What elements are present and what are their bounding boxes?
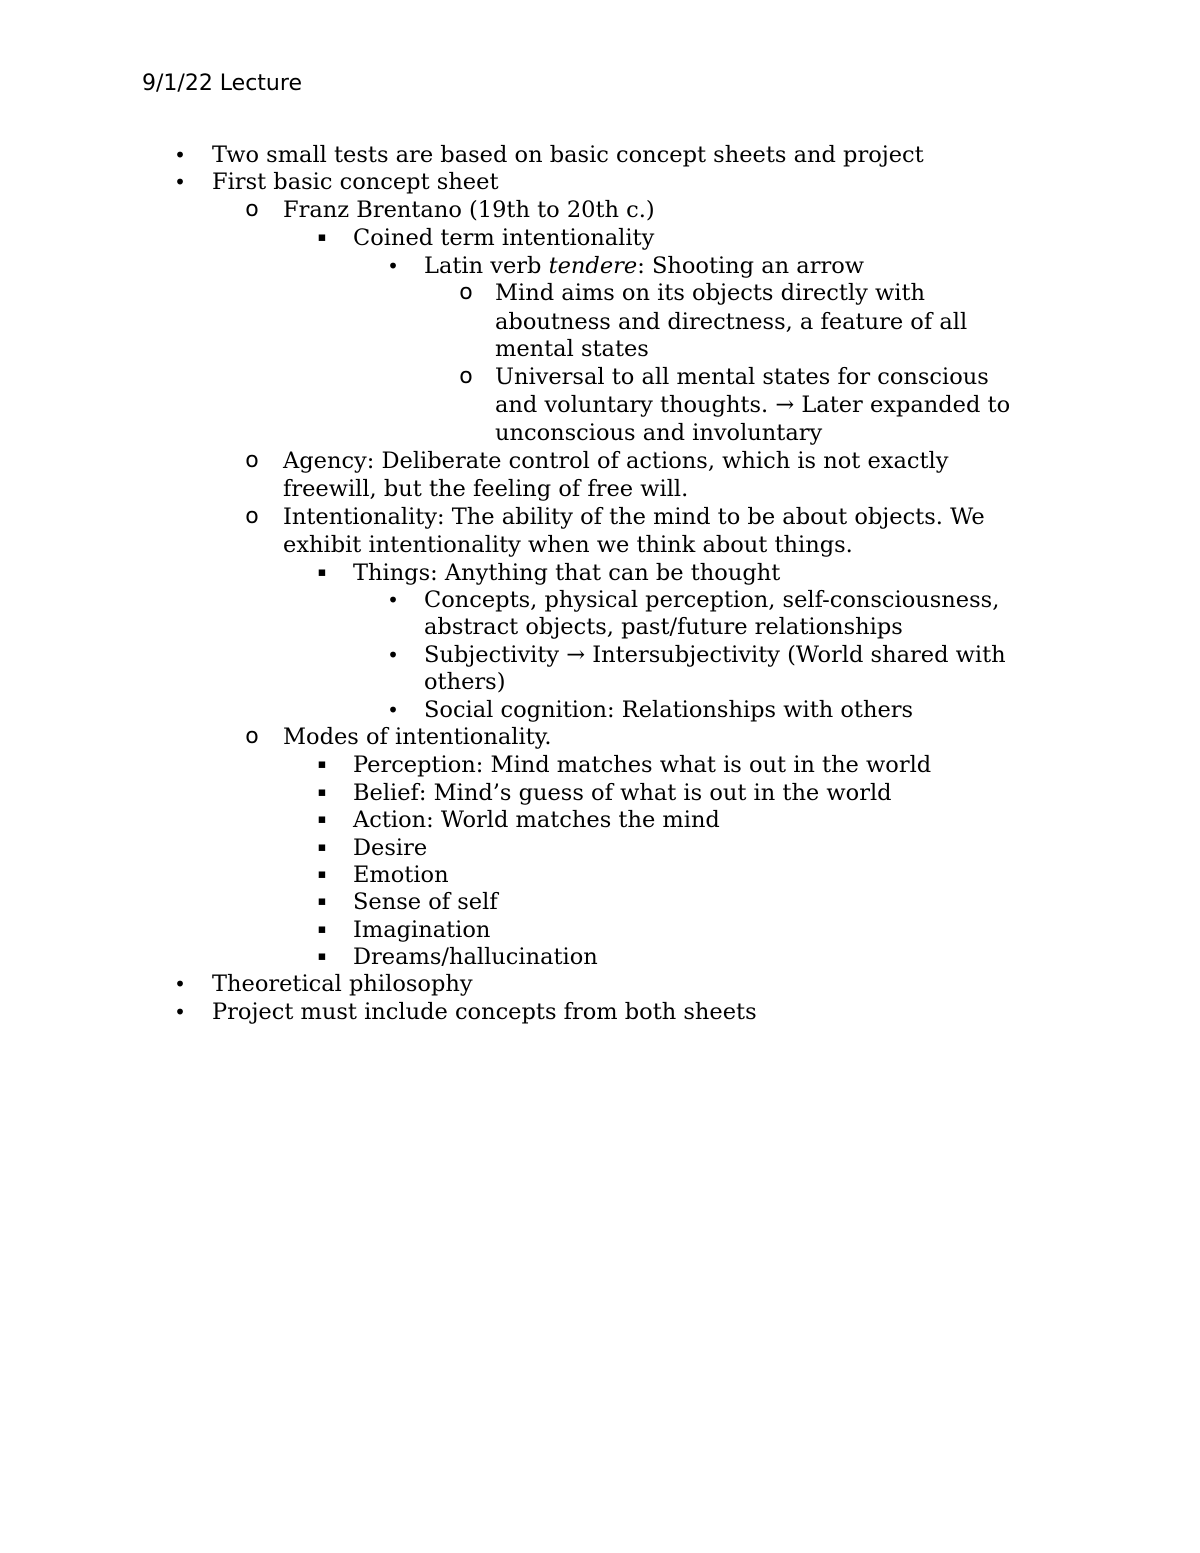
list-item [0, 888, 1200, 916]
list-item-text: others) [424, 669, 506, 695]
list-item-text: Belief: Mind’s guess of what is out in the world [353, 780, 892, 806]
list-item [0, 586, 1200, 614]
list-item-text: Imagination [353, 917, 491, 943]
list-item-continuation [0, 531, 1200, 559]
list-item-continuation [0, 308, 1200, 336]
list-item-text: Latin verb tendere: Shooting an arrow [424, 253, 865, 279]
bullet-marker: ▪ [317, 812, 327, 827]
list-item-text: Social cognition: Relationships with others [424, 697, 914, 723]
list-item-text: abstract objects, past/future relationships [424, 614, 903, 640]
list-item-text: Dreams/hallucination [353, 944, 598, 970]
list-item-text: Perception: Mind matches what is out in the world [353, 752, 932, 778]
bullet-marker: o [245, 504, 259, 529]
list-item-text: Project must include concepts from both sheets [212, 999, 757, 1025]
bullet-marker: ▪ [317, 867, 327, 882]
list-item-text: mental states [495, 336, 649, 362]
list-item [0, 861, 1200, 889]
list-item-text: First basic concept sheet [212, 169, 499, 195]
list-item-text: freewill, but the feeling of free will. [283, 476, 689, 502]
bullet-marker: o [459, 280, 473, 305]
bullet-marker: • [174, 143, 186, 167]
bullet-marker: • [387, 588, 399, 612]
list-item [0, 224, 1200, 252]
list-item-text: Action: World matches the mind [353, 807, 720, 833]
list-item [0, 723, 1200, 751]
list-item-text: aboutness and directness, a feature of all [495, 309, 968, 335]
list-item [0, 970, 1200, 998]
bullet-marker: ▪ [317, 230, 327, 245]
list-item [0, 559, 1200, 587]
list-item-text: Mind aims on its objects directly with [495, 280, 925, 306]
list-item [0, 141, 1200, 169]
list-item-text: Things: Anything that can be thought [353, 560, 781, 586]
bullet-marker: ▪ [317, 840, 327, 855]
list-item [0, 363, 1200, 391]
list-item-text: Theoretical philosophy [212, 971, 473, 997]
italic-term: tendere [548, 253, 638, 279]
list-item-text: Modes of intentionality. [283, 724, 552, 750]
list-item [0, 998, 1200, 1026]
list-item-continuation [0, 613, 1200, 641]
list-item-text: Subjectivity → Intersubjectivity (World shared with [424, 642, 1006, 668]
list-item-text: Desire [353, 835, 428, 861]
list-item [0, 252, 1200, 280]
list-item-continuation [0, 475, 1200, 503]
list-item [0, 196, 1200, 224]
list-item [0, 834, 1200, 862]
list-item-continuation [0, 668, 1200, 696]
bullet-marker: ▪ [317, 757, 327, 772]
list-item-continuation [0, 419, 1200, 447]
list-item-text: unconscious and involuntary [495, 420, 823, 446]
bullet-marker: ▪ [317, 785, 327, 800]
list-item-text: Concepts, physical perception, self-consciousness, [424, 587, 1000, 613]
bullet-marker: • [174, 972, 186, 996]
bullet-marker: • [387, 698, 399, 722]
bullet-marker: • [174, 170, 186, 194]
bullet-marker: • [174, 1000, 186, 1024]
list-item-continuation [0, 391, 1200, 419]
bullet-marker: o [245, 724, 259, 749]
bullet-marker: ▪ [317, 894, 327, 909]
page-title: 9/1/22 Lecture [142, 71, 302, 96]
list-item-text: and voluntary thoughts. → Later expanded to [495, 392, 1011, 418]
list-item-text: Two small tests are based on basic concept sheets and project [212, 142, 924, 168]
list-item [0, 168, 1200, 196]
list-item-text: Universal to all mental states for conscious [495, 364, 989, 390]
list-item [0, 751, 1200, 779]
list-item [0, 779, 1200, 807]
list-item [0, 447, 1200, 475]
bullet-marker: o [245, 197, 259, 222]
bullet-marker: ▪ [317, 565, 327, 580]
list-item-text: Franz Brentano (19th to 20th c.) [283, 197, 655, 223]
list-item-text: Coined term intentionality [353, 225, 655, 251]
list-item [0, 503, 1200, 531]
list-item [0, 806, 1200, 834]
list-item [0, 943, 1200, 971]
bullet-marker: ▪ [317, 949, 327, 964]
bullet-marker: o [459, 364, 473, 389]
list-item-continuation [0, 335, 1200, 363]
bullet-marker: ▪ [317, 922, 327, 937]
bullet-marker: o [245, 448, 259, 473]
list-item [0, 641, 1200, 669]
list-item [0, 279, 1200, 307]
list-item-text: Agency: Deliberate control of actions, which is not exactly [283, 448, 949, 474]
bullet-marker: • [387, 254, 399, 278]
list-item-text: exhibit intentionality when we think about things. [283, 532, 853, 558]
bullet-marker: • [387, 643, 399, 667]
list-item-text: Sense of self [353, 889, 498, 915]
list-item [0, 916, 1200, 944]
list-item-text: Emotion [353, 862, 449, 888]
list-item [0, 696, 1200, 724]
list-item-text: Intentionality: The ability of the mind to be about objects. We [283, 504, 985, 530]
